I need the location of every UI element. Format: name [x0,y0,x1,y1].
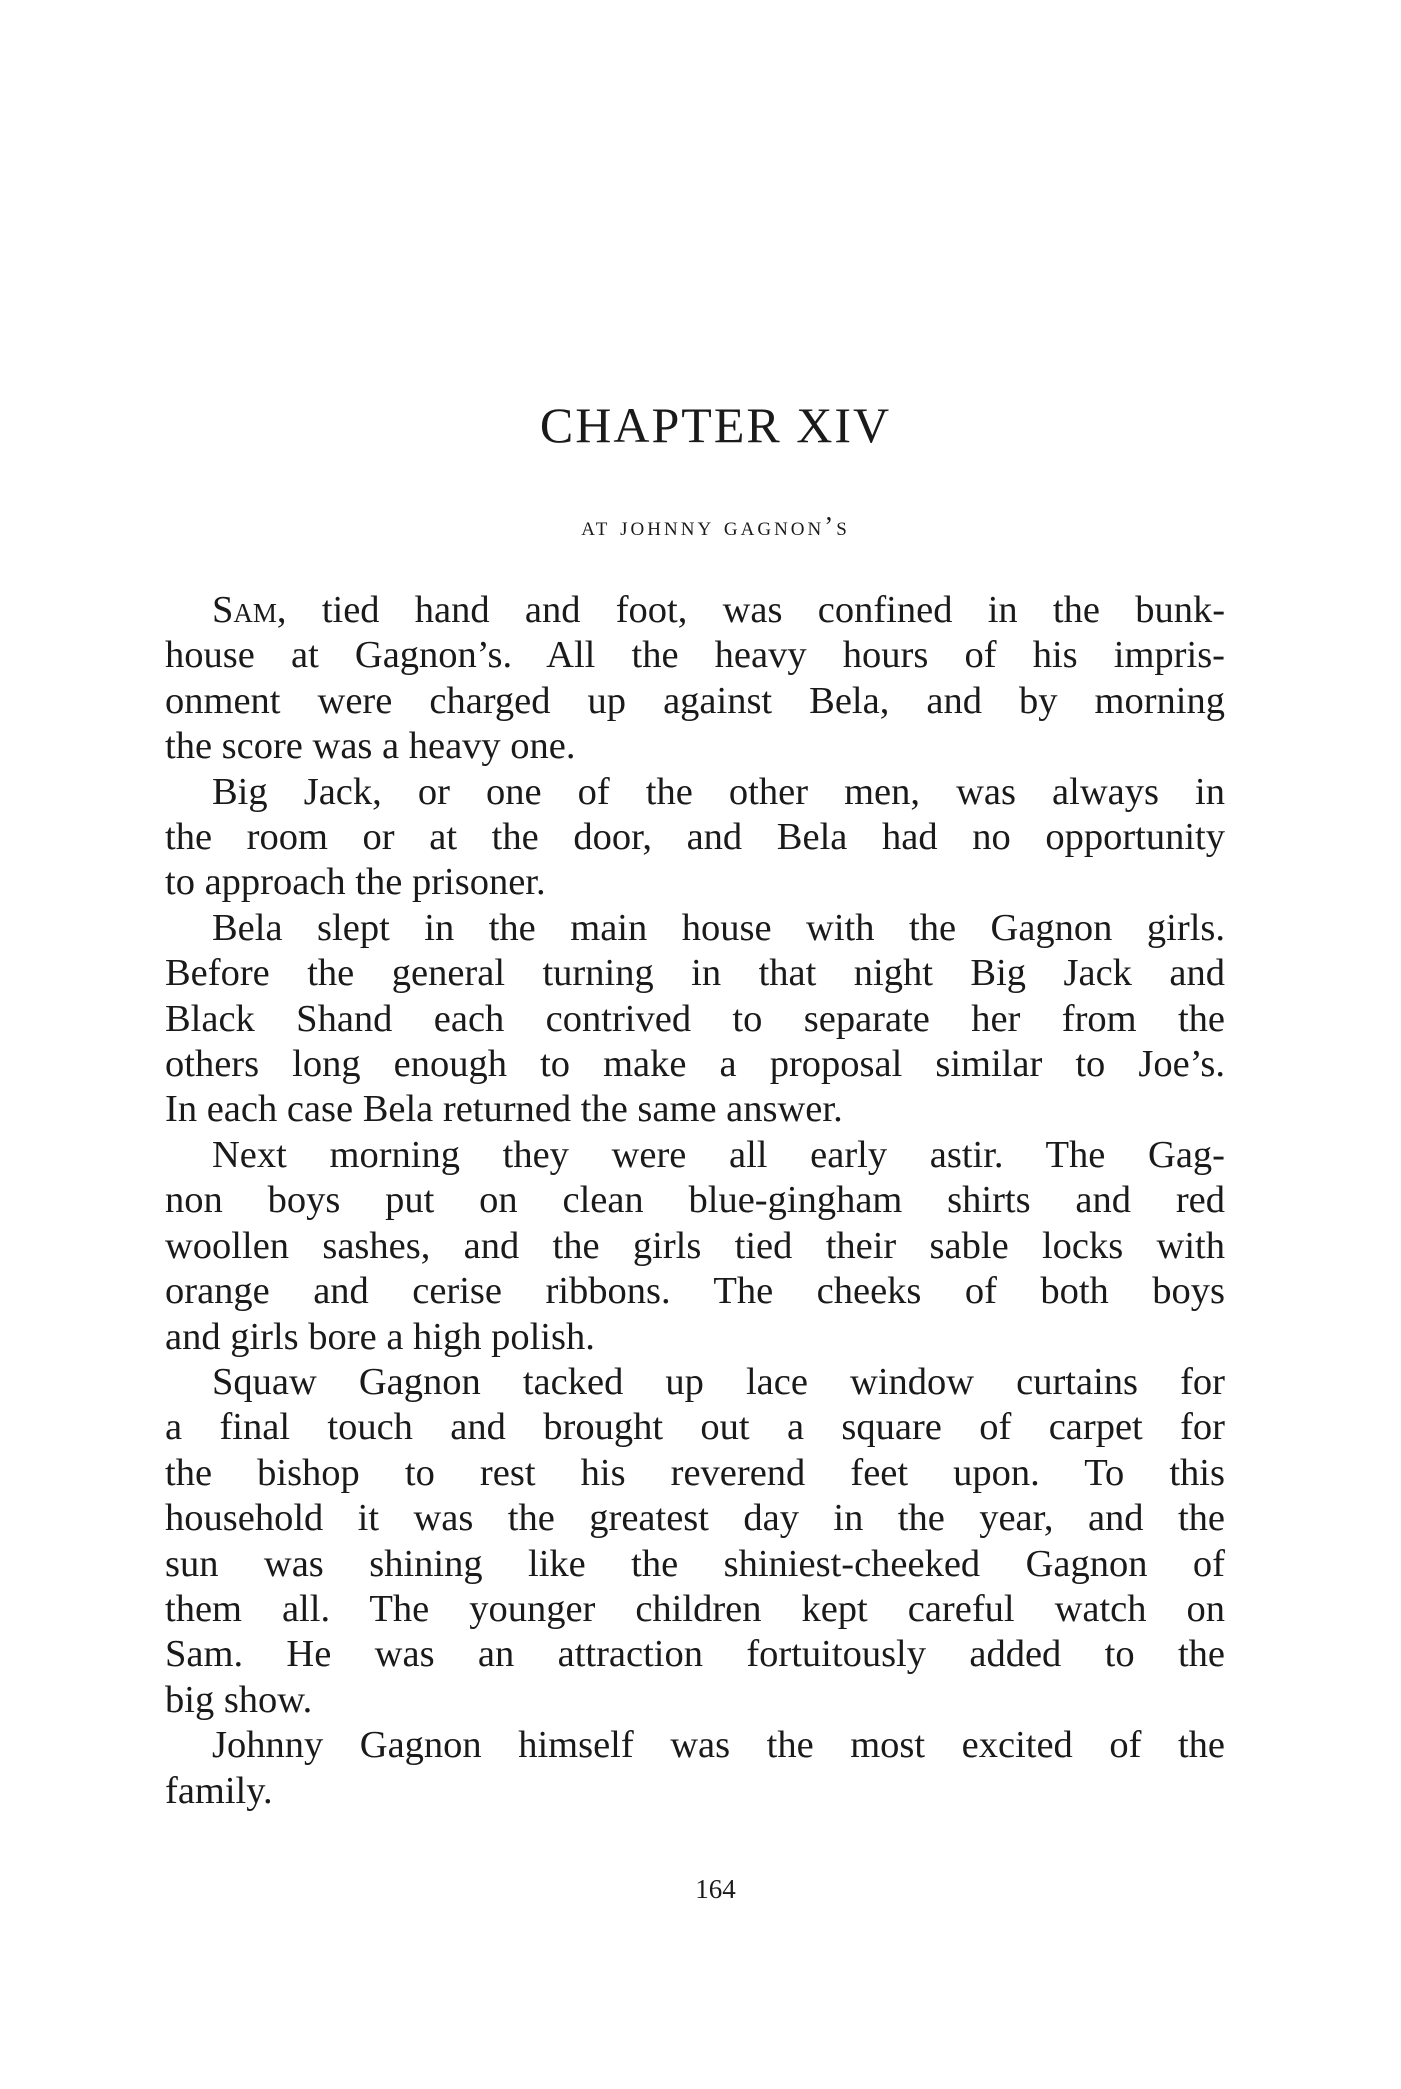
text-line: Before the general turning in that night Big Jack and [165,952,1225,995]
text-line: sun was shining like the shiniest-cheeked Gagnon of [165,1542,1225,1585]
text-line: a final touch and brought out a square of carpet for [165,1406,1225,1449]
text-line: the score was a heavy one. [165,725,576,768]
paragraph [165,1133,1225,1360]
text-line: Next morning they were all early astir. The Gag- [212,1133,1225,1176]
text-line: Sam. He was an attraction fortuitously added to the [165,1633,1225,1676]
paragraph [165,1723,1225,1814]
chapter-subtitle: at johnny gagnon’s [581,511,850,541]
text-line: and girls bore a high polish. [165,1315,595,1358]
text-line: the bishop to rest his reverend feet upon. To this [165,1451,1225,1494]
text-line: to approach the prisoner. [165,861,546,904]
paragraph [165,1360,1225,1723]
text-line: non boys put on clean blue-gingham shirts and red [165,1179,1225,1222]
text-line: big show. [165,1678,313,1721]
text-line: others long enough to make a proposal similar to Joe’s. [165,1043,1225,1086]
text-line: Sam, tied hand and foot, was confined in the bunk- [212,589,1226,631]
text-line: Johnny Gagnon himself was the most excited of the [212,1724,1225,1767]
text-line: the room or at the door, and Bela had no opportunity [165,816,1225,859]
text-line: Black Shand each contrived to separate her from the [165,997,1225,1040]
text-line: orange and cerise ribbons. The cheeks of both boys [165,1270,1225,1313]
text-line: household it was the greatest day in the year, and the [165,1497,1225,1540]
text-line: Squaw Gagnon tacked up lace window curtains for [212,1360,1225,1403]
page-number: 164 [695,1874,736,1904]
text-line: onment were charged up against Bela, and by morning [165,679,1225,722]
text-line: Bela slept in the main house with the Gagnon girls. [212,906,1225,949]
text-line: house at Gagnon’s. All the heavy hours of his impris- [165,634,1225,677]
paragraph [165,906,1225,1133]
chapter-title: CHAPTER XIV [539,397,892,453]
opening-word: Sam, [212,589,287,631]
text-line: them all. The younger children kept careful watch on [165,1587,1225,1630]
text-line: In each case Bela returned the same answer. [165,1088,843,1131]
text-line: family. [165,1769,273,1812]
paragraph [165,770,1225,906]
text-line: woollen sashes, and the girls tied their sable locks with [165,1224,1225,1267]
text-line: Big Jack, or one of the other men, was always in [212,770,1225,813]
paragraph [165,588,1225,770]
chapter-body [165,588,1225,1814]
